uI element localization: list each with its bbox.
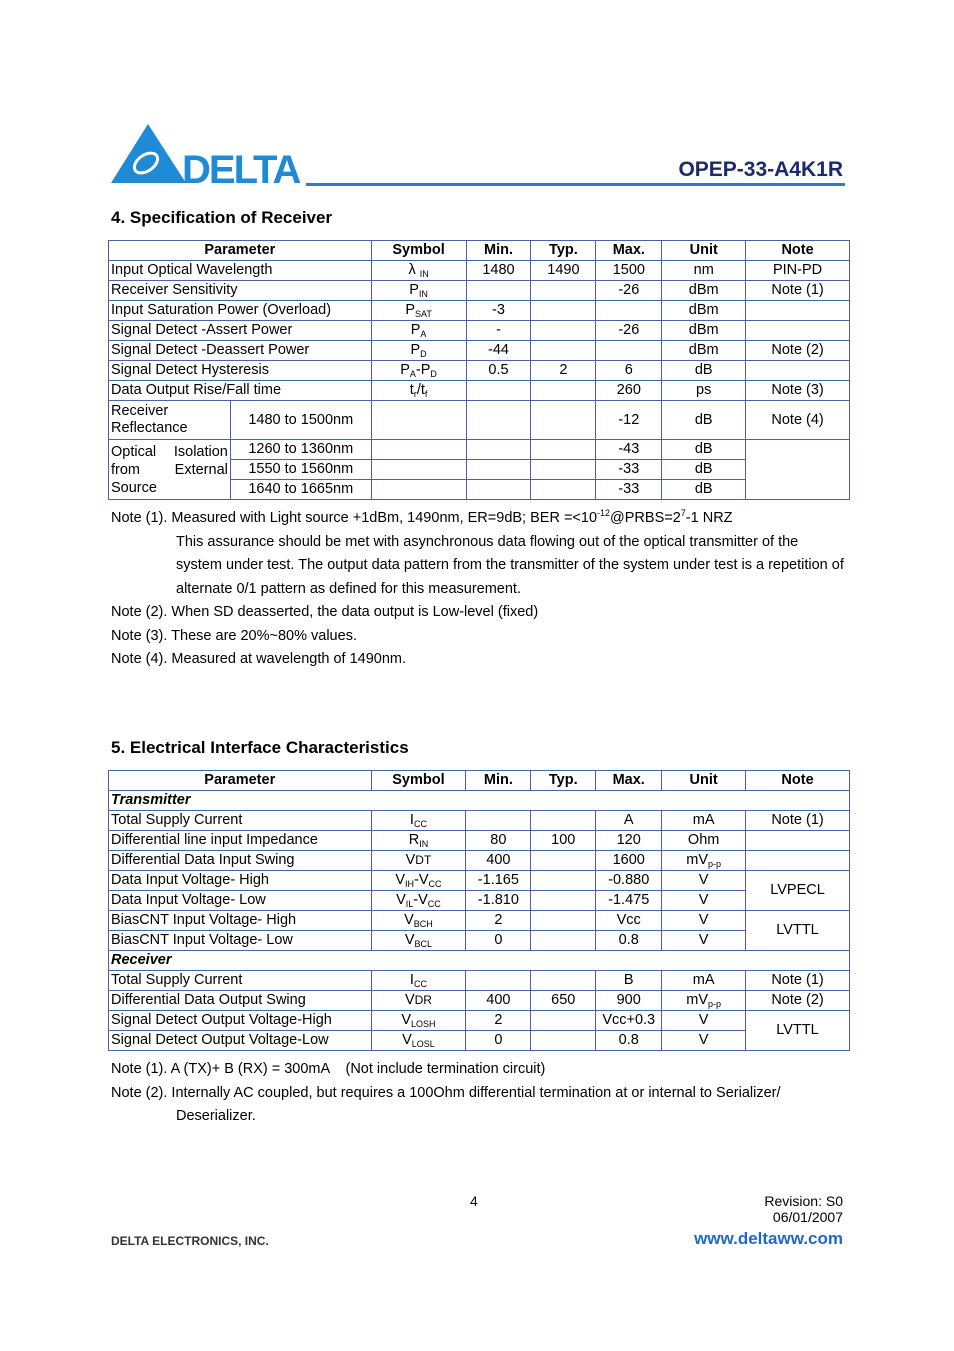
table-header-row [109, 241, 850, 261]
svg-text:DELTA: DELTA [182, 148, 300, 185]
note-1-continuation: This assurance should be met with asynchronous data flowing out of the optical transmitter of the system under test. The output data pattern from the transmitter of the system under test is a repetition of alternate 0/1 pattern as defined for this measurement. [176, 533, 844, 597]
table-row: Differential Data Output Swing VDR 400 650 900 $mV_{p-p}$ Note (2) [109, 991, 850, 1011]
header-unit: Unit [662, 241, 746, 261]
table-row: 1640 to 1665nm -33 dB [109, 480, 850, 500]
note-2: Note (2). When SD deasserted, the data output is Low-level (fixed) [111, 604, 539, 620]
note-2: Note (2). Internally AC coupled, but requires a 100Ohm differential termination at or internal to Serializer/ [111, 1084, 781, 1101]
note-3: Note (3). These are 20%~80% values. [111, 627, 357, 644]
company-name: DELTA ELECTRONICS, INC. [111, 1234, 269, 1248]
table-row: Total Supply Current $I_{CC}$ A mA Note (1) [109, 811, 850, 831]
header-min: Min. [466, 241, 531, 261]
table-row: BiasCNT Input Voltage- High $V_{BCH}$ 2 Vcc V LVTTL [109, 911, 850, 931]
note-4: Note (4). Measured at wavelength of 1490nm. [111, 651, 406, 667]
electrical-spec-table [108, 770, 850, 1051]
note-1: Note (1). A (TX)+ B (RX) = 300mA (Not include termination circuit) [111, 1061, 546, 1077]
symbol-lambda-in: λ $_{IN}$ [371, 261, 466, 281]
table-row: Signal Detect Hysteresis $P_A-P_D$ 0.5 2 6 dB [109, 361, 850, 381]
symbol-pa-pd: $P_A-P_D$ [371, 361, 466, 381]
header-symbol: Symbol [371, 241, 466, 261]
table-row: Differential line input Impedance $R_{IN}$ 80 100 120 Ohm [109, 831, 850, 851]
transmitter-section-row: Transmitter [109, 791, 850, 811]
isolation-label: Optical Isolation from External Source [109, 440, 231, 500]
table-row: Signal Detect Output Voltage-Low $V_{LOSL}$ 0 0.8 V [109, 1031, 850, 1051]
table-row: Optical Isolation from External Source 1260 to 1360nm -43 dB [109, 440, 850, 460]
table-row: Signal Detect -Assert Power $P_A$ - -26 dBm [109, 321, 850, 341]
symbol-pa: $P_A$ [371, 321, 466, 341]
note-1: Note (1). Measured with Light source +1dBm, 1490nm, ER=9dB; BER $=<10^{-12}@PRBS=2^7-1$ NRZ [111, 508, 733, 526]
table-row: Receiver Sensitivity $P_{IN}$ -26 dBm Note (1) [109, 281, 850, 301]
receiver-section-row: Receiver [109, 951, 850, 971]
symbol-pd: $P_D$ [371, 341, 466, 361]
table-row: BiasCNT Input Voltage- Low $V_{BCL}$ 0 0.8 V [109, 931, 850, 951]
table-row: Signal Detect Output Voltage-High $V_{LOSH}$ 2 Vcc+0.3 V LVTTL [109, 1011, 850, 1031]
table-row: 1550 to 1560nm -33 dB [109, 460, 850, 480]
table-row: Input Optical Wavelength λ $_{IN}$ 1480 1490 1500 nm PIN-PD [109, 261, 850, 281]
table-row: Data Input Voltage- Low $V_{IL}-V_{CC}$ -1.810 -1.475 V [109, 891, 850, 911]
header-rule [306, 183, 845, 186]
receiver-section-title: 4. Specification of Receiver [111, 208, 333, 227]
table-header-row: Parameter Symbol Min. Typ. Max. Unit Note [109, 771, 850, 791]
table-row: Signal Detect -Deassert Power $P_D$ -44 dBm Note (2) [109, 341, 850, 361]
note-2-continuation: Deserializer. [176, 1108, 256, 1124]
delta-logo [110, 123, 302, 185]
page-number: 4 [470, 1193, 478, 1209]
receiver-notes [111, 507, 845, 672]
table-row: Receiver Reflectance 1480 to 1500nm -12 dB Note (4) [109, 401, 850, 440]
table-row: Data Input Voltage- High $V_{IH}-V_{CC}$ -1.165 -0.880 V LVPECL [109, 871, 850, 891]
symbol-pin: $P_{IN}$ [371, 281, 466, 301]
table-row: Differential Data Input Swing VDT 400 1600 $mV_{p-p}$ [109, 851, 850, 871]
table-row: Total Supply Current $I_{CC}$ B mA Note (1) [109, 971, 850, 991]
header-typ: Typ. [531, 241, 596, 261]
table-row: Data Output Rise/Fall time $t_r/t_f$ 260 ps Note (3) [109, 381, 850, 401]
electrical-section-title: 5. Electrical Interface Characteristics [111, 738, 409, 757]
header-parameter: Parameter [109, 241, 372, 261]
revision-info: Revision: S0 06/01/2007 [764, 1193, 843, 1225]
electrical-notes [111, 1058, 845, 1129]
table-row: Input Saturation Power (Overload) $P_{SAT}$ -3 dBm [109, 301, 850, 321]
receiver-spec-table [108, 240, 850, 500]
symbol-tr-tf: $t_r/t_f$ [371, 381, 466, 401]
document-id: OPEP-33-A4K1R [678, 158, 843, 181]
symbol-psat: $P_{SAT}$ [371, 301, 466, 321]
header-note: Note [746, 241, 850, 261]
header-max: Max. [596, 241, 662, 261]
website-link[interactable]: www.deltaww.com [694, 1229, 843, 1248]
